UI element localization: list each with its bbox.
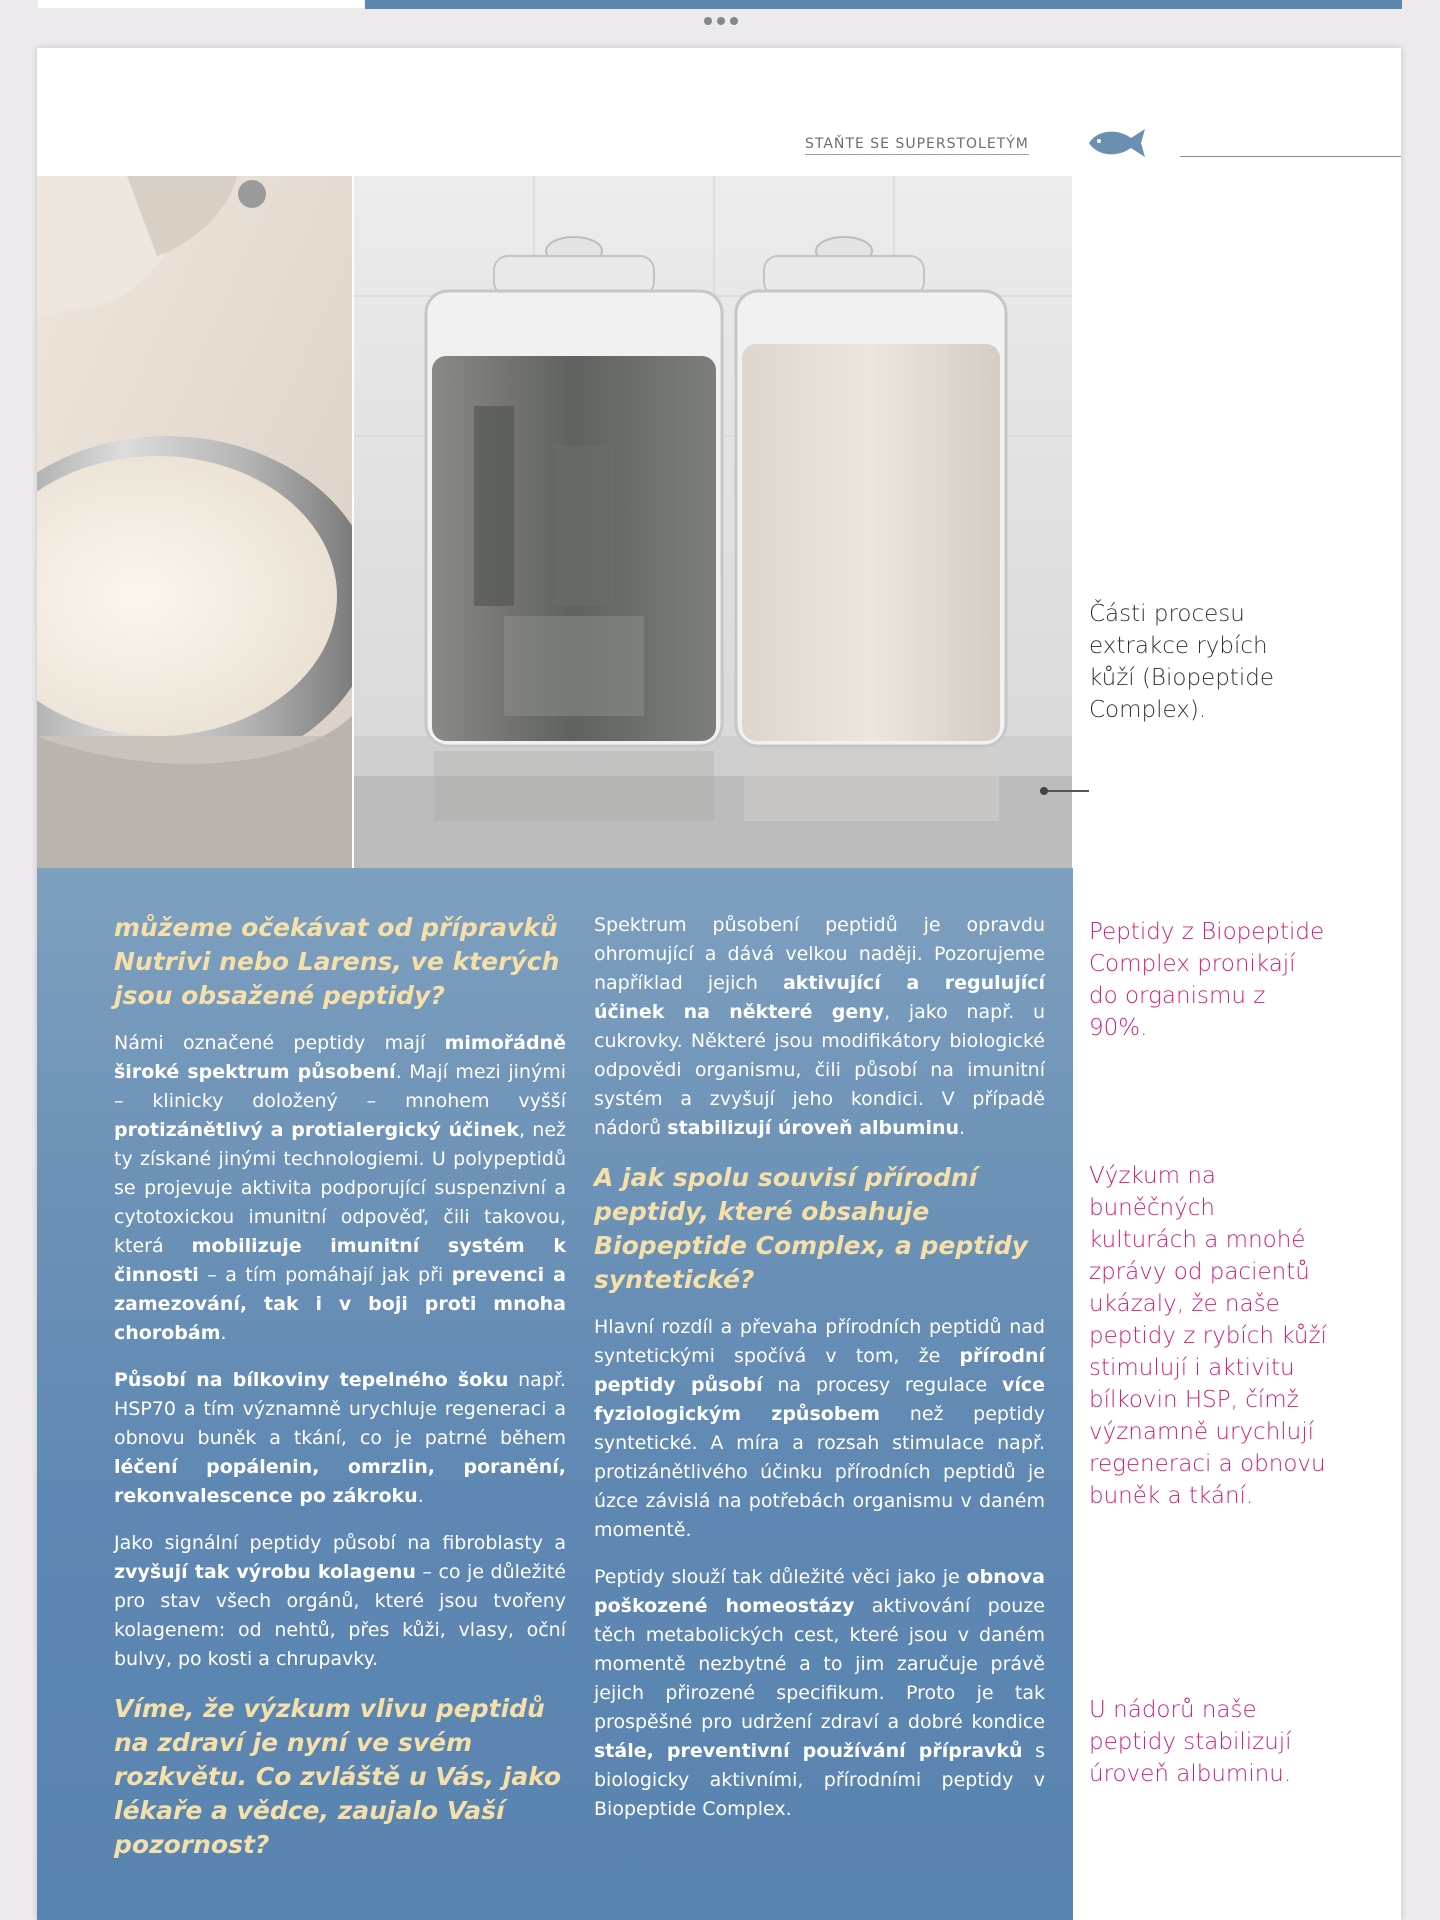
- question-heading-1: můžeme očekávat od přípravků Nutrivi nebo Larens, ve kterých jsou obsažené peptidy?: [114, 913, 560, 1010]
- caption-pointer-dot: [1040, 787, 1048, 795]
- question-heading-3: A jak spolu souvisí přírodní peptidy, které obsahuje Biopeptide Complex, a peptidy syntetické?: [594, 1163, 1028, 1294]
- article-column-2: [594, 911, 1045, 1842]
- pull-quote-3: U nádorů naše peptidy stabilizují úroveň albuminu.: [1089, 1697, 1292, 1787]
- more-options-icon[interactable]: [700, 12, 742, 30]
- previous-page-blue-band: [365, 0, 1402, 9]
- article-column-1: [114, 911, 566, 1878]
- paragraph: Hlavní rozdíl a převaha přírodních peptidů nad syntetickými spočívá v tom, že přírodní peptidy působí na procesy regulace více fyziologickým způsobem než peptidy syntetické. A míra a rozsah stimulace např. protizánětlivého účinku přírodních peptidů je úzce závislá na potřebách organismu v daném momentě.: [594, 1316, 1045, 1541]
- paragraph: Námi označené peptidy mají mimořádně široké spektrum působení. Mají mezi jinými – klinicky doložený – mnohem vyšší protizánětlivý a protialergický účinek, než ty získané jinými technologiemi. U polypeptidů se projevuje aktivita podporující suspenzivní a cytotoxickou imunitní odpověď, čili takovou, která mobilizuje imunitní systém k činnosti – a tím pomáhají jak při prevenci a zamezování, tak i v boji proti mnoha chorobám.: [114, 1032, 566, 1344]
- paragraph: Jako signální peptidy působí na fibroblasty a zvyšují tak výrobu kolagenu – co je důležité pro stav všech orgánů, které jsou tvořeny kolagenem: od nehtů, přes kůži, vlasy, oční bulvy, po kosti a chrupavky.: [114, 1532, 566, 1670]
- previous-page-edge: [38, 0, 364, 8]
- section-title: STAŇTE SE SUPERSTOLETÝM: [805, 136, 1029, 155]
- caption-pointer: [1043, 790, 1089, 792]
- header-rule: [1180, 156, 1401, 157]
- paragraph: Spektrum působení peptidů je opravdu ohromující a dává velkou naději. Pozorujeme například jejich aktivující a regulující účinek na některé geny, jako např. u cukrovky. Některé jsou modifikátory biologické odpovědi organismu, čili působí na imunitní systém a zvyšují jeho kondici. V případě nádorů stabilizují úroveň albuminu.: [594, 914, 1045, 1139]
- question-heading-2: Víme, že výzkum vlivu peptidů na zdraví je nyní ve svém rozkvětu. Co zvláště u Vás, jako lékaře a vědce, zaujalo Vaší pozornost?: [114, 1694, 562, 1859]
- paragraph: Působí na bílkoviny tepelného šoku např. HSP70 a tím významně urychluje regeneraci a obnovu buněk a tkání, co je patrné během léčení popálenin, omrzlin, poranění, rekonvalescence po zákroku.: [114, 1369, 566, 1507]
- fish-icon: [1087, 126, 1149, 160]
- photo-extraction-jars: [354, 176, 1072, 868]
- pull-quote-2: Výzkum na buněčných kulturách a mnohé zprávy od pacientů ukázaly, že naše peptidy z rybích kůží stimulují i aktivitu bílkovin HSP, čímž významně urychlují regeneraci a obnovu buněk a tkání.: [1089, 1163, 1327, 1509]
- photo-milk-pot: [37, 176, 352, 868]
- paragraph: Peptidy slouží tak důležité věci jako je obnova poškozené homeostázy aktivování pouze těch metabolických cest, které jsou v daném momentě nezbytné a to jim zaručuje právě jejich přirozené specifikum. Proto je tak prospěšné pro udržení zdraví a dobré kondice stále, preventivní používání přípravků s biologicky aktivními, přírodními peptidy v Biopeptide Complex.: [594, 1566, 1045, 1820]
- magazine-page: [37, 48, 1401, 1920]
- pull-quote-1: Peptidy z Biopeptide Complex pronikají do organismu z 90%.: [1089, 919, 1325, 1041]
- photo-caption: Části procesu extrakce rybích kůží (Biopeptide Complex).: [1089, 601, 1274, 723]
